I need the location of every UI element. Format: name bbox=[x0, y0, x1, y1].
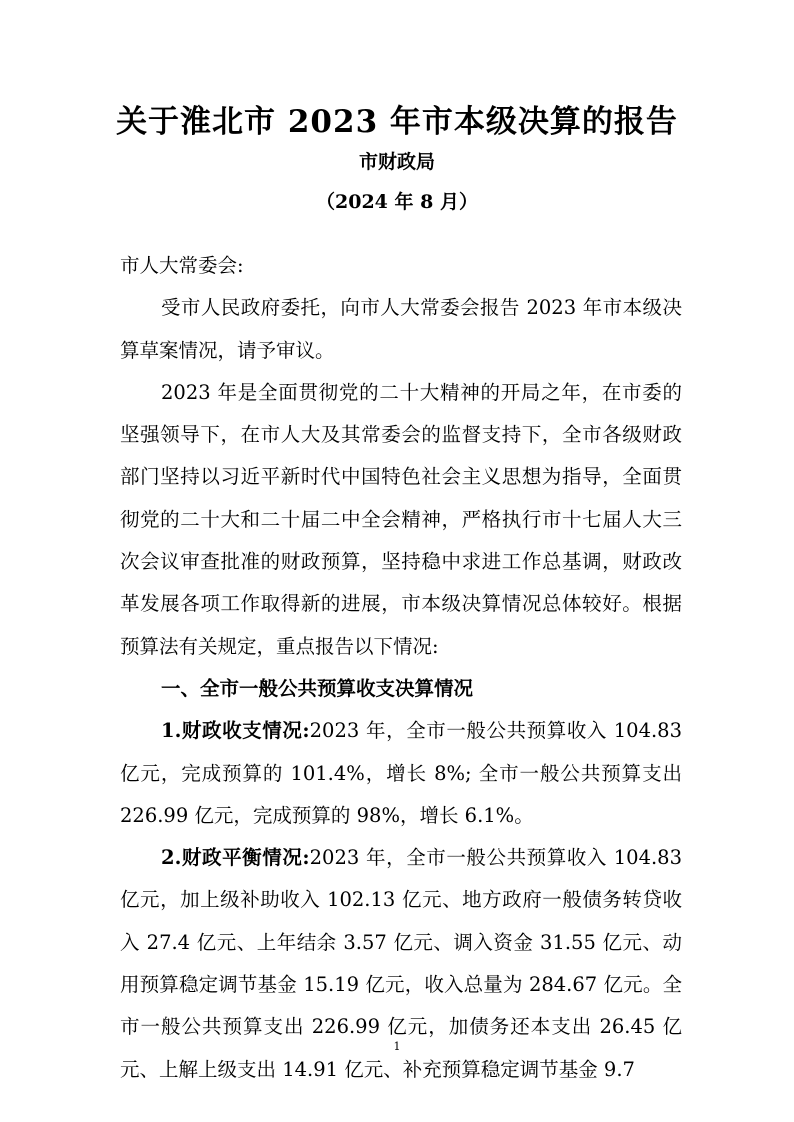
document-title: 关于淮北市 2023 年市本级决算的报告 bbox=[116, 104, 678, 140]
salutation: 市人大常委会: bbox=[120, 254, 244, 277]
item-lead: 2.财政平衡情况: bbox=[161, 846, 310, 870]
document-subtitle: 市财政局 bbox=[358, 151, 435, 173]
item-text: 2023 年，全市一般公共预算收入 104.83 亿元，完成预算的 101.4%，增长 8%; 全市一般公共预算支出 226.99 亿元，完成预算的 98%，增长 6.1%。 bbox=[120, 719, 682, 827]
page-number: 1 bbox=[393, 1040, 401, 1053]
section-heading: 一、全市一般公共预算收支决算情况 bbox=[161, 676, 474, 700]
document-body bbox=[120, 245, 682, 1091]
item-revenue-expenditure bbox=[120, 710, 682, 837]
paragraph-overview: 2023 年是全面贯彻党的二十大精神的开局之年，在市委的坚强领导下，在市人大及其常委会的监督支持下，全市各级财政部门坚持以习近平新时代中国特色社会主义思想为指导，全面贯彻党的二十大和二十届二中全会精神，严格执行市十七届人大三次会议审查批准的财政预算，坚持稳中求进工作总基调，财政改革发展各项工作取得新的进展，市本级决算情况总体较好。根据预算法有关规定，重点报告以下情况: bbox=[120, 380, 682, 658]
document-date: （2024 年 8 月） bbox=[316, 191, 478, 213]
paragraph-intro: 受市人民政府委托，向市人大常委会报告 2023 年市本级决算草案情况，请予审议。 bbox=[120, 296, 682, 362]
item-lead: 1.财政收支情况: bbox=[161, 719, 310, 743]
item-text: 2023 年，全市一般公共预算收入 104.83 亿元，加上级补助收入 102.13 亿元、地方政府一般债务转贷收入 27.4 亿元、上年结余 3.57 亿元、调入资金 31.55 亿元、动用预算稳定调节基金 15.19 亿元，收入总量为 284.67 亿元。全市一般公共预算支出 226.99 亿元，加债务还本支出 26.45 亿元、上解上级支出 14.91 亿元、补充预算稳定调节基金 9.7 bbox=[120, 846, 682, 1081]
